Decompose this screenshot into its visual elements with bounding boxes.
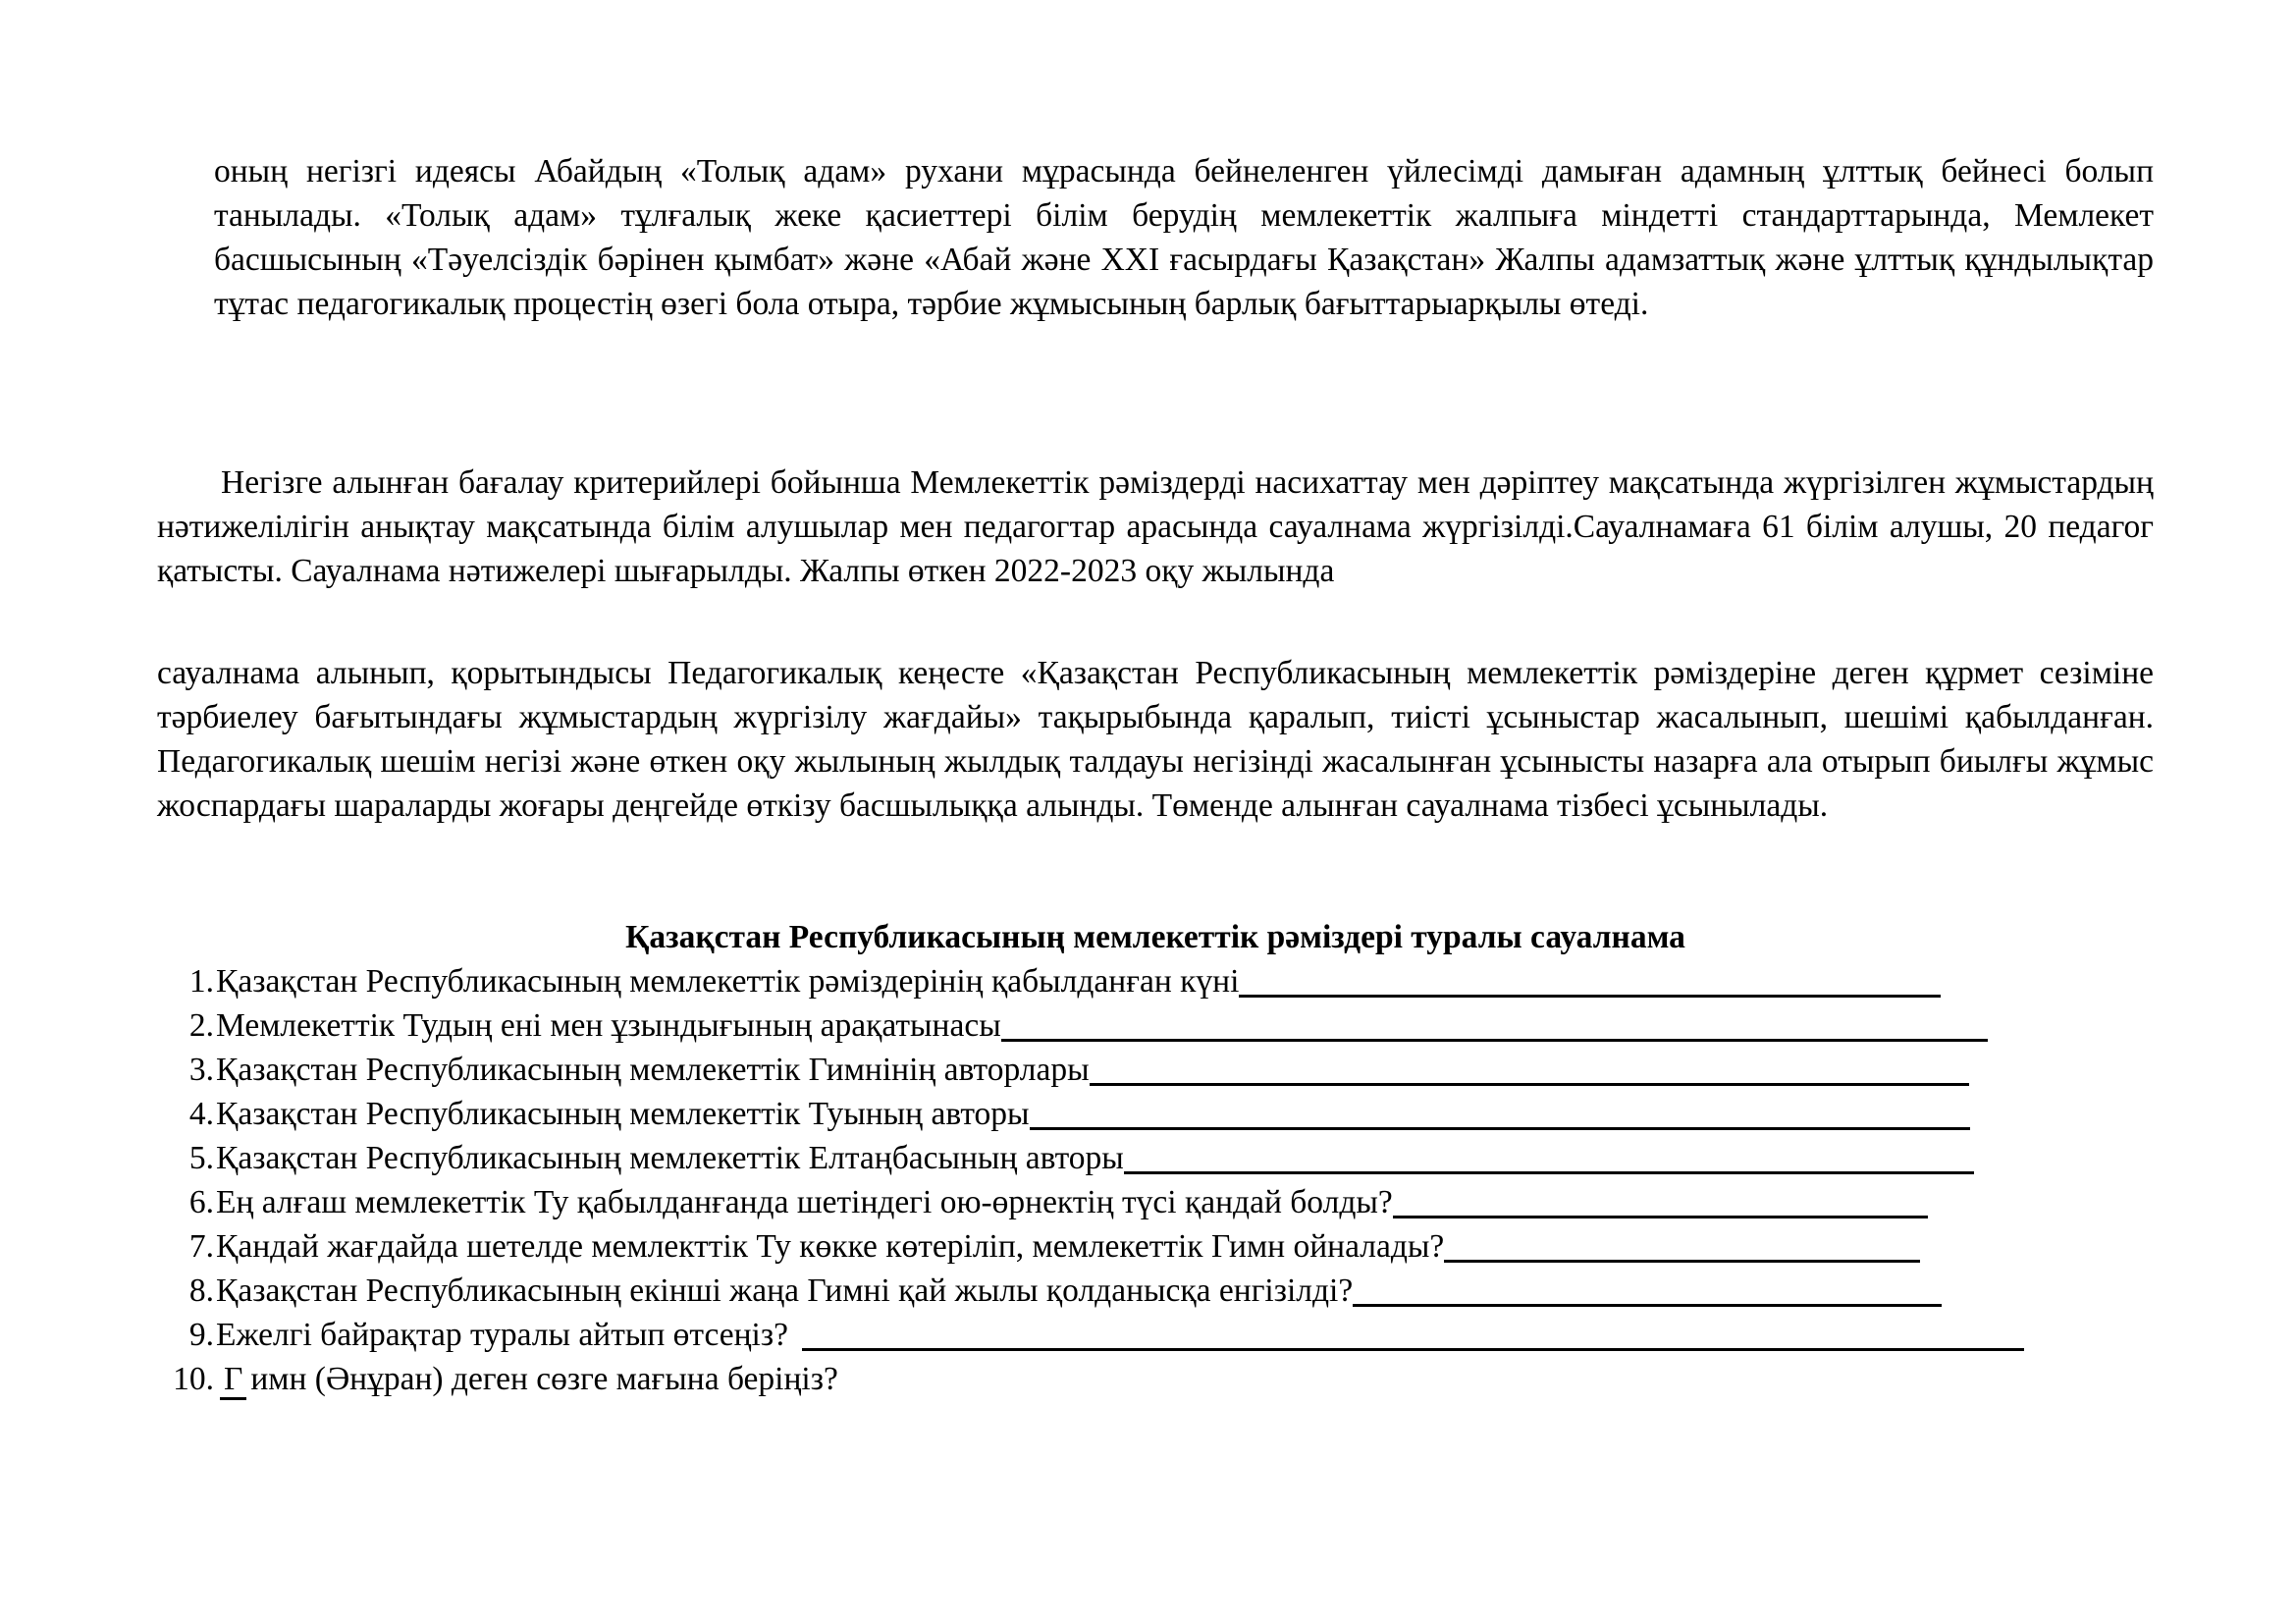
question-text: Қандай жағдайда шетелде мемлекттік Ту көкке көтеріліп, мемлекеттік Гимн ойналады?: [216, 1228, 1445, 1265]
question-number: 6.: [188, 1184, 214, 1220]
question-number: 3.: [188, 1052, 214, 1088]
question-item: [157, 1003, 2154, 1048]
question-text: Ең алғаш мемлекеттік Ту қабылданғанда шетіндегі ою-өрнектің түсі қандай болды?: [216, 1184, 1393, 1220]
question-item: [157, 1357, 2154, 1401]
underlined-letter: Г: [220, 1362, 246, 1400]
answer-line: [1124, 1171, 1974, 1174]
question-number: 4.: [188, 1096, 214, 1132]
question-text: Қазақстан Республикасының мемлекеттік Гимнінің авторлары: [216, 1052, 1090, 1088]
question-item: [157, 1224, 2154, 1269]
question-item: [157, 1313, 2154, 1357]
question-number: 2.: [188, 1007, 214, 1044]
question-text: Қазақстан Республикасының мемлекеттік рәміздерінің қабылданған күні: [216, 963, 1240, 1000]
question-number: 7.: [188, 1228, 214, 1265]
question-number: 10.: [173, 1361, 214, 1397]
survey-title: Қазақстан Республикасының мемлекеттік рәміздері туралы сауалнама: [625, 919, 1685, 955]
question-text: Қазақстан Республикасының мемлекеттік Елтаңбасының авторы: [216, 1140, 1124, 1176]
question-item: [157, 959, 2154, 1003]
question-text: имн (Әнұран) деген сөзге мағына беріңіз?: [250, 1361, 838, 1397]
answer-line: [1090, 1083, 1969, 1086]
question-item: [157, 1180, 2154, 1224]
paragraph-intro: оның негізгі идеясы Абайдың «Толық адам» рухани мұрасында бейнеленген үйлесімді дамыған адамның ұлттық бейнесі болып танылады. «Толық адам» тұлғалық жеке қасиеттері білім берудің мемлекеттік жалпыға міндетті стандарттарында, Мемлекет басшысының «Тәуелсіздік бәрінен қымбат» және «Абай және XXI ғасырдағы Қазақстан» Жалпы адамзаттық және ұлттық құндылықтар тұтас педагогикалық процестің өзегі бола отыра, тәрбие жұмысының барлық бағыттарыарқылы өтеді.: [214, 153, 2154, 322]
question-text: Ежелгі байрақтар туралы айтып өтсеңіз?: [216, 1317, 788, 1353]
question-text: Қазақстан Республикасының мемлекеттік Туының авторы: [216, 1096, 1030, 1132]
question-number: 1.: [188, 963, 214, 1000]
question-item: [157, 1048, 2154, 1092]
answer-line: [1393, 1216, 1928, 1218]
question-number: 9.: [188, 1317, 214, 1353]
paragraph-survey-results: сауалнама алынып, қорытындысы Педагогикалық кеңесте «Қазақстан Республикасының мемлекеттік рәміздеріне деген құрмет сезіміне тәрбиелеу бағытындағы жұмыстардың жүргізілу жағдайы» тақырыбында қаралып, тиісті ұсыныстар жасалынып, шешімі қабылданған. Педагогикалық шешім негізі және өткен оқу жылының жылдық талдауы негізінді жасалынған ұсынысты назарға ала отырып биылғы жұмыс жоспардағы шараларды жоғары деңгейде өткізу басшылыққа алынды. Төменде алынған сауалнама тізбесі ұсынылады.: [157, 655, 2154, 824]
answer-line: [1239, 995, 1941, 998]
paragraph-survey-basis: Негізге алынған бағалау критерийлері бойынша Мемлекеттік рәміздерді насихаттау мен дәріптеу мақсатында жүргізілген жұмыстардың нәтижелілігін анықтау мақсатында білім алушылар мен педагогтар арасында сауалнама жүргізілді.Сауалнамаға 61 білім алушы, 20 педагог қатысты. Сауалнама нәтижелері шығарылды. Жалпы өткен 2022-2023 оқу жылында: [157, 464, 2154, 589]
answer-line: [1001, 1039, 1988, 1042]
question-number: 5.: [188, 1140, 214, 1176]
question-item: [157, 1092, 2154, 1136]
answer-line: [1353, 1304, 1942, 1307]
question-item: [157, 1269, 2154, 1313]
question-item: [157, 1136, 2154, 1180]
answer-line: [1030, 1127, 1970, 1130]
answer-line: [1444, 1260, 1920, 1263]
question-number: 8.: [188, 1272, 214, 1309]
answer-line: [802, 1348, 2024, 1351]
question-text: Қазақстан Республикасының екінші жаңа Гимні қай жылы қолданысқа енгізілді?: [216, 1272, 1354, 1309]
question-text: Мемлекеттік Тудың ені мен ұзындығының арақатынасы: [216, 1007, 1001, 1044]
question-list: [157, 959, 2154, 1401]
